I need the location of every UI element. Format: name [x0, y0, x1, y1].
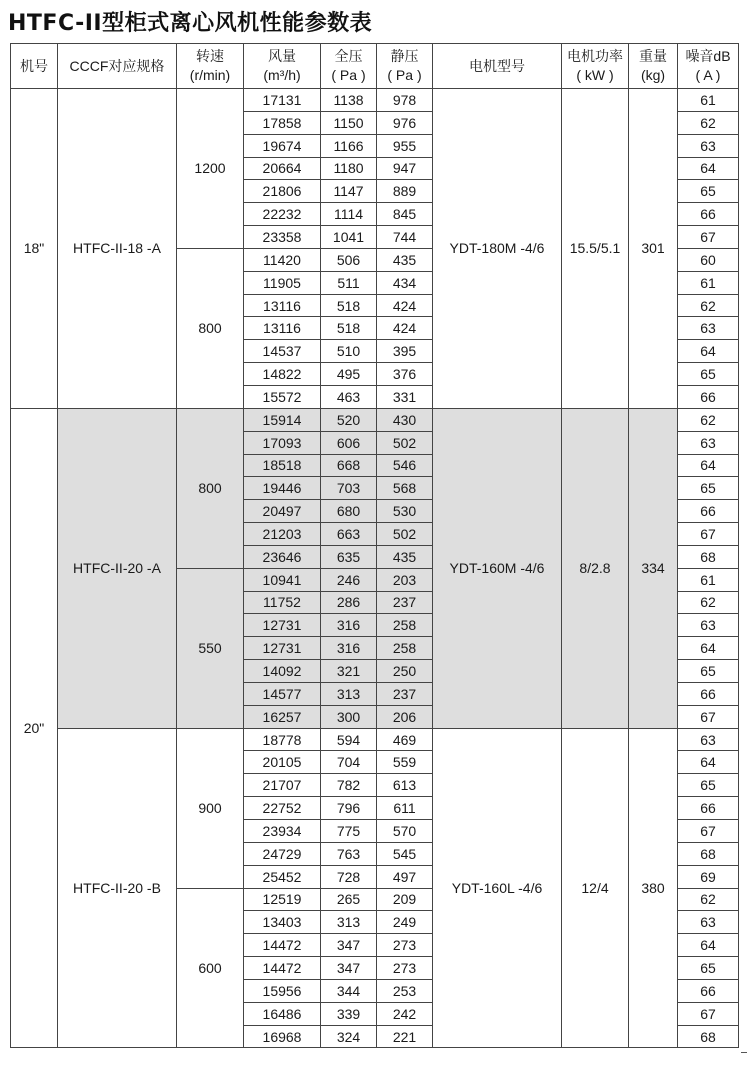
- total-pressure-cell: 300: [321, 705, 377, 728]
- header-row: [11, 44, 739, 89]
- noise-cell: 67: [678, 523, 739, 546]
- noise-cell: 66: [678, 682, 739, 705]
- static-pressure-cell: 258: [377, 637, 433, 660]
- total-pressure-cell: 506: [321, 248, 377, 271]
- total-pressure-cell: 1150: [321, 111, 377, 134]
- airflow-cell: 14822: [244, 363, 321, 386]
- header-weight-name: 重量: [639, 48, 667, 64]
- noise-cell: 63: [678, 431, 739, 454]
- total-pressure-cell: 704: [321, 751, 377, 774]
- static-pressure-cell: 331: [377, 385, 433, 408]
- total-pressure-cell: 1180: [321, 157, 377, 180]
- motor-model-cell: YDT-180M -4/6: [433, 89, 562, 409]
- total-pressure-cell: 316: [321, 614, 377, 637]
- static-pressure-cell: 611: [377, 797, 433, 820]
- total-pressure-cell: 316: [321, 637, 377, 660]
- airflow-cell: 13403: [244, 911, 321, 934]
- spec-cell: HTFC-II-20 -B: [58, 728, 177, 1048]
- header-static-pressure-name: 静压: [390, 48, 419, 64]
- total-pressure-cell: 265: [321, 888, 377, 911]
- table-row: [11, 728, 739, 751]
- total-pressure-cell: 1041: [321, 226, 377, 249]
- speed-cell: 800: [177, 408, 244, 568]
- motor-power-cell: 8/2.8: [562, 408, 629, 728]
- airflow-cell: 21806: [244, 180, 321, 203]
- noise-cell: 64: [678, 454, 739, 477]
- total-pressure-cell: 344: [321, 979, 377, 1002]
- performance-table: [10, 43, 739, 1048]
- noise-cell: 69: [678, 865, 739, 888]
- noise-cell: 62: [678, 408, 739, 431]
- noise-cell: 67: [678, 226, 739, 249]
- airflow-cell: 13116: [244, 294, 321, 317]
- airflow-cell: 14577: [244, 682, 321, 705]
- header-airflow: [244, 44, 321, 89]
- total-pressure-cell: 680: [321, 500, 377, 523]
- noise-cell: 64: [678, 637, 739, 660]
- noise-cell: 63: [678, 317, 739, 340]
- total-pressure-cell: 347: [321, 957, 377, 980]
- total-pressure-cell: 324: [321, 1025, 377, 1048]
- total-pressure-cell: 518: [321, 317, 377, 340]
- header-speed-unit: (r/min): [189, 67, 231, 83]
- airflow-cell: 21203: [244, 523, 321, 546]
- noise-cell: 66: [678, 500, 739, 523]
- noise-cell: 61: [678, 271, 739, 294]
- header-noise-name: 噪音dB: [685, 48, 731, 64]
- static-pressure-cell: 947: [377, 157, 433, 180]
- weight-cell: 380: [629, 728, 678, 1048]
- total-pressure-cell: 1147: [321, 180, 377, 203]
- page-title: HTFC-II型柜式离心风机性能参数表: [8, 11, 373, 36]
- total-pressure-cell: 511: [321, 271, 377, 294]
- noise-cell: 62: [678, 294, 739, 317]
- header-airflow-name: 风量: [268, 48, 296, 64]
- speed-cell: 1200: [177, 89, 244, 249]
- total-pressure-cell: 606: [321, 431, 377, 454]
- header-weight: [629, 44, 678, 89]
- noise-cell: 67: [678, 1002, 739, 1025]
- airflow-cell: 18518: [244, 454, 321, 477]
- total-pressure-cell: 286: [321, 591, 377, 614]
- total-pressure-cell: 520: [321, 408, 377, 431]
- airflow-cell: 20664: [244, 157, 321, 180]
- total-pressure-cell: 321: [321, 660, 377, 683]
- static-pressure-cell: 209: [377, 888, 433, 911]
- static-pressure-cell: 889: [377, 180, 433, 203]
- motor-model-cell: YDT-160M -4/6: [433, 408, 562, 728]
- total-pressure-cell: 663: [321, 523, 377, 546]
- total-pressure-cell: 635: [321, 545, 377, 568]
- airflow-cell: 15956: [244, 979, 321, 1002]
- airflow-cell: 23646: [244, 545, 321, 568]
- header-airflow-unit: (m³/h): [263, 67, 301, 83]
- airflow-cell: 14092: [244, 660, 321, 683]
- motor-power-cell: 12/4: [562, 728, 629, 1048]
- speed-cell: 800: [177, 248, 244, 408]
- noise-cell: 67: [678, 705, 739, 728]
- airflow-cell: 25452: [244, 865, 321, 888]
- noise-cell: 63: [678, 911, 739, 934]
- static-pressure-cell: 497: [377, 865, 433, 888]
- header-spec: CCCF对应规格: [58, 44, 177, 89]
- static-pressure-cell: 242: [377, 1002, 433, 1025]
- static-pressure-cell: 424: [377, 294, 433, 317]
- total-pressure-cell: 339: [321, 1002, 377, 1025]
- airflow-cell: 15914: [244, 408, 321, 431]
- airflow-cell: 12731: [244, 637, 321, 660]
- header-motor-power-name: 电机功率: [567, 48, 623, 64]
- airflow-cell: 23934: [244, 820, 321, 843]
- static-pressure-cell: 568: [377, 477, 433, 500]
- speed-cell: 550: [177, 568, 244, 728]
- static-pressure-cell: 250: [377, 660, 433, 683]
- noise-cell: 65: [678, 363, 739, 386]
- total-pressure-cell: 1138: [321, 89, 377, 112]
- static-pressure-cell: 845: [377, 203, 433, 226]
- airflow-cell: 17131: [244, 89, 321, 112]
- airflow-cell: 24729: [244, 842, 321, 865]
- total-pressure-cell: 495: [321, 363, 377, 386]
- airflow-cell: 11420: [244, 248, 321, 271]
- noise-cell: 66: [678, 203, 739, 226]
- static-pressure-cell: 570: [377, 820, 433, 843]
- header-total-pressure-name: 全压: [334, 48, 363, 64]
- weight-cell: 334: [629, 408, 678, 728]
- total-pressure-cell: 668: [321, 454, 377, 477]
- airflow-cell: 20497: [244, 500, 321, 523]
- airflow-cell: 13116: [244, 317, 321, 340]
- airflow-cell: 12519: [244, 888, 321, 911]
- speed-cell: 600: [177, 888, 244, 1048]
- noise-cell: 61: [678, 568, 739, 591]
- static-pressure-cell: 273: [377, 934, 433, 957]
- noise-cell: 66: [678, 979, 739, 1002]
- total-pressure-cell: 728: [321, 865, 377, 888]
- static-pressure-cell: 434: [377, 271, 433, 294]
- airflow-cell: 11752: [244, 591, 321, 614]
- motor-power-cell: 15.5/5.1: [562, 89, 629, 409]
- noise-cell: 64: [678, 340, 739, 363]
- static-pressure-cell: 424: [377, 317, 433, 340]
- airflow-cell: 19674: [244, 134, 321, 157]
- noise-cell: 62: [678, 888, 739, 911]
- static-pressure-cell: 206: [377, 705, 433, 728]
- noise-cell: 61: [678, 89, 739, 112]
- weight-cell: 301: [629, 89, 678, 409]
- noise-cell: 66: [678, 385, 739, 408]
- static-pressure-cell: 955: [377, 134, 433, 157]
- airflow-cell: 14472: [244, 934, 321, 957]
- header-motor-power: [562, 44, 629, 89]
- static-pressure-cell: 258: [377, 614, 433, 637]
- airflow-cell: 16968: [244, 1025, 321, 1048]
- total-pressure-cell: 518: [321, 294, 377, 317]
- static-pressure-cell: 559: [377, 751, 433, 774]
- header-motor-model: 电机型号: [433, 44, 562, 89]
- static-pressure-cell: 237: [377, 682, 433, 705]
- page-end-mark: [741, 1052, 747, 1053]
- header-total-pressure-unit: ( Pa ): [331, 67, 366, 83]
- airflow-cell: 22752: [244, 797, 321, 820]
- static-pressure-cell: 976: [377, 111, 433, 134]
- noise-cell: 64: [678, 751, 739, 774]
- static-pressure-cell: 435: [377, 248, 433, 271]
- static-pressure-cell: 203: [377, 568, 433, 591]
- header-motor-power-unit: ( kW ): [576, 67, 614, 83]
- header-noise: [678, 44, 739, 89]
- speed-cell: 900: [177, 728, 244, 888]
- noise-cell: 65: [678, 774, 739, 797]
- airflow-cell: 14472: [244, 957, 321, 980]
- spec-cell: HTFC-II-18 -A: [58, 89, 177, 409]
- motor-model-cell: YDT-160L -4/6: [433, 728, 562, 1048]
- noise-cell: 60: [678, 248, 739, 271]
- static-pressure-cell: 221: [377, 1025, 433, 1048]
- static-pressure-cell: 545: [377, 842, 433, 865]
- noise-cell: 63: [678, 728, 739, 751]
- spec-cell: HTFC-II-20 -A: [58, 408, 177, 728]
- header-speed-name: 转速: [196, 48, 224, 64]
- table-row: [11, 89, 739, 112]
- total-pressure-cell: 796: [321, 797, 377, 820]
- airflow-cell: 11905: [244, 271, 321, 294]
- noise-cell: 65: [678, 180, 739, 203]
- noise-cell: 68: [678, 1025, 739, 1048]
- airflow-cell: 18778: [244, 728, 321, 751]
- airflow-cell: 10941: [244, 568, 321, 591]
- machine-no-cell: 20": [11, 408, 58, 1048]
- header-static-pressure-unit: ( Pa ): [387, 67, 422, 83]
- noise-cell: 65: [678, 477, 739, 500]
- total-pressure-cell: 463: [321, 385, 377, 408]
- static-pressure-cell: 502: [377, 431, 433, 454]
- table-header: [11, 44, 739, 89]
- static-pressure-cell: 978: [377, 89, 433, 112]
- noise-cell: 64: [678, 157, 739, 180]
- static-pressure-cell: 546: [377, 454, 433, 477]
- header-speed: [177, 44, 244, 89]
- total-pressure-cell: 347: [321, 934, 377, 957]
- total-pressure-cell: 763: [321, 842, 377, 865]
- header-noise-unit: ( A ): [695, 67, 721, 83]
- header-total-pressure: [321, 44, 377, 89]
- total-pressure-cell: 313: [321, 682, 377, 705]
- static-pressure-cell: 237: [377, 591, 433, 614]
- total-pressure-cell: 510: [321, 340, 377, 363]
- static-pressure-cell: 744: [377, 226, 433, 249]
- airflow-cell: 19446: [244, 477, 321, 500]
- noise-cell: 65: [678, 957, 739, 980]
- airflow-cell: 14537: [244, 340, 321, 363]
- airflow-cell: 22232: [244, 203, 321, 226]
- airflow-cell: 21707: [244, 774, 321, 797]
- static-pressure-cell: 430: [377, 408, 433, 431]
- airflow-cell: 17858: [244, 111, 321, 134]
- static-pressure-cell: 273: [377, 957, 433, 980]
- static-pressure-cell: 395: [377, 340, 433, 363]
- static-pressure-cell: 613: [377, 774, 433, 797]
- static-pressure-cell: 530: [377, 500, 433, 523]
- static-pressure-cell: 253: [377, 979, 433, 1002]
- total-pressure-cell: 1166: [321, 134, 377, 157]
- airflow-cell: 23358: [244, 226, 321, 249]
- airflow-cell: 16486: [244, 1002, 321, 1025]
- noise-cell: 62: [678, 591, 739, 614]
- noise-cell: 68: [678, 545, 739, 568]
- static-pressure-cell: 469: [377, 728, 433, 751]
- total-pressure-cell: 1114: [321, 203, 377, 226]
- total-pressure-cell: 782: [321, 774, 377, 797]
- header-machine-no: 机号: [11, 44, 58, 89]
- total-pressure-cell: 703: [321, 477, 377, 500]
- airflow-cell: 12731: [244, 614, 321, 637]
- total-pressure-cell: 246: [321, 568, 377, 591]
- table-row: [11, 408, 739, 431]
- header-weight-unit: (kg): [640, 67, 666, 83]
- total-pressure-cell: 313: [321, 911, 377, 934]
- table-body: [11, 89, 739, 1048]
- airflow-cell: 20105: [244, 751, 321, 774]
- total-pressure-cell: 775: [321, 820, 377, 843]
- noise-cell: 63: [678, 134, 739, 157]
- machine-no-cell: 18": [11, 89, 58, 409]
- noise-cell: 66: [678, 797, 739, 820]
- static-pressure-cell: 249: [377, 911, 433, 934]
- airflow-cell: 16257: [244, 705, 321, 728]
- noise-cell: 62: [678, 111, 739, 134]
- airflow-cell: 15572: [244, 385, 321, 408]
- static-pressure-cell: 376: [377, 363, 433, 386]
- noise-cell: 63: [678, 614, 739, 637]
- static-pressure-cell: 435: [377, 545, 433, 568]
- airflow-cell: 17093: [244, 431, 321, 454]
- noise-cell: 64: [678, 934, 739, 957]
- header-static-pressure: [377, 44, 433, 89]
- noise-cell: 67: [678, 820, 739, 843]
- total-pressure-cell: 594: [321, 728, 377, 751]
- noise-cell: 68: [678, 842, 739, 865]
- static-pressure-cell: 502: [377, 523, 433, 546]
- noise-cell: 65: [678, 660, 739, 683]
